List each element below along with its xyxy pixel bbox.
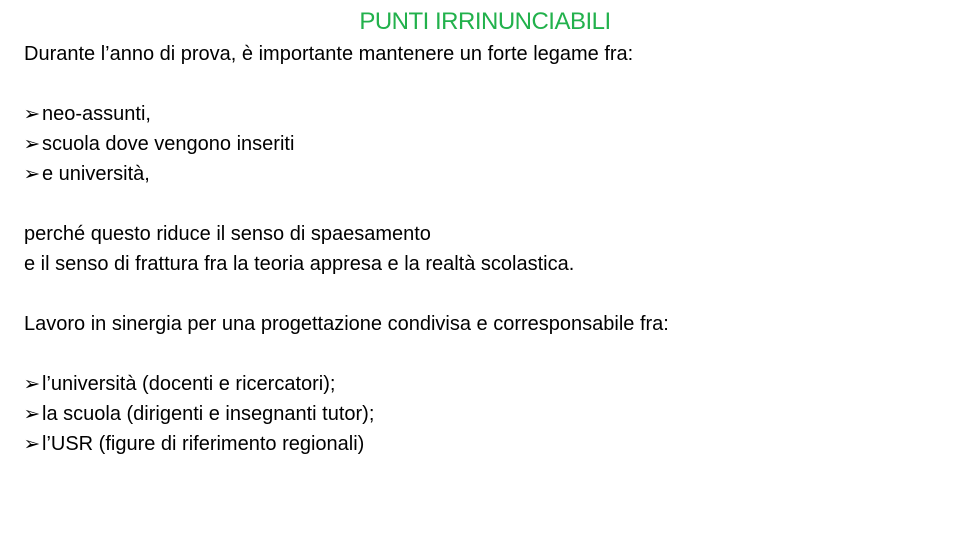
- list-item-text: l’università (docenti e ricercatori);: [42, 373, 336, 395]
- arrow-bullet-icon: ➢: [23, 403, 41, 425]
- slide-title-text: PUNTI IRRINUNCIABILI: [359, 8, 611, 35]
- list-item: [24, 159, 669, 189]
- list-item: [24, 369, 669, 399]
- synergy-text: Lavoro in sinergia per una progettazione condivisa e corresponsabile fra:: [24, 313, 669, 335]
- intro-text: Durante l’anno di prova, è importante mantenere un forte legame fra:: [24, 43, 634, 65]
- list-item-text: l’USR (figure di riferimento regionali): [42, 433, 365, 455]
- list-item: [24, 129, 669, 159]
- list-item: [24, 429, 669, 459]
- list-item-text: scuola dove vengono inseriti: [42, 133, 295, 155]
- reason-line-1: perché questo riduce il senso di spaesamento: [24, 223, 431, 245]
- list-item-text: neo-assunti,: [42, 103, 151, 125]
- slide-title: [0, 6, 960, 38]
- reason-line-2: e il senso di frattura fra la teoria appresa e la realtà scolastica.: [24, 253, 575, 275]
- arrow-bullet-icon: ➢: [23, 373, 41, 395]
- arrow-bullet-icon: ➢: [23, 433, 41, 455]
- arrow-bullet-icon: ➢: [23, 133, 41, 155]
- list-item: [24, 399, 669, 429]
- list-item-text: e università,: [42, 163, 150, 185]
- arrow-bullet-icon: ➢: [23, 163, 41, 185]
- slide-body: [24, 39, 669, 459]
- list-item-text: la scuola (dirigenti e insegnanti tutor);: [42, 403, 375, 425]
- list-item: [24, 99, 669, 129]
- arrow-bullet-icon: ➢: [23, 103, 41, 125]
